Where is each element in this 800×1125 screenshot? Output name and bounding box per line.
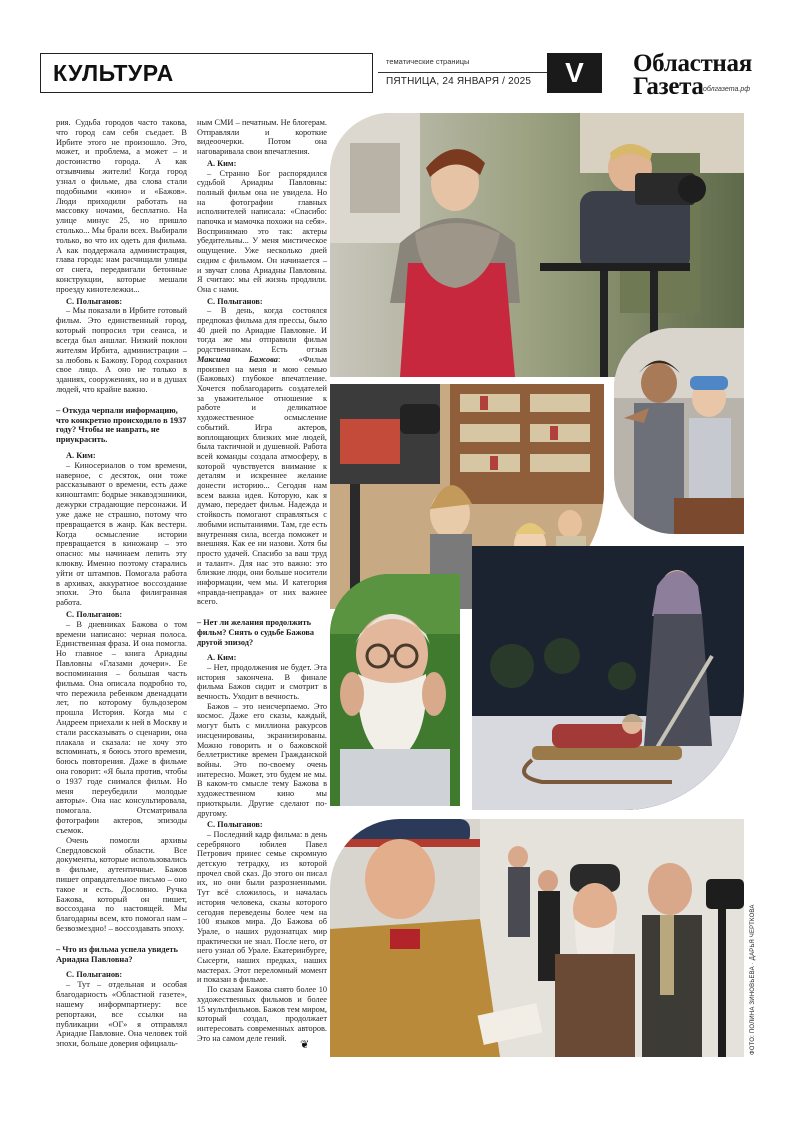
speaker-label: А. Ким: [207, 158, 237, 168]
speaker-label: А. Ким: [66, 451, 96, 460]
article-paragraph: – Последний кадр фильма: в день серебряного юбилея Павел Петрович принес семье скромную детскую тетрадку, из которой прочел свой сказ. До этого он писал их, но они были разрозненными. Тут всё сложилось, и началась история человека, сказы которого сегодня переведены более чем на 100 языков мира. До Бажова об Урале, о наших рудознатцах мир практически не знал. После него, от него узнал об Урале. Екатеринбурге, Сысерти, наших предках, наших мастерах. Этот переломный момент и показан в фильме. [197, 829, 327, 985]
paragraph-gap [56, 395, 187, 403]
interview-question: – Что из фильма успела увидеть Ариадна Павловна? [56, 944, 178, 964]
section-header [40, 53, 373, 93]
speaker-label: С. Полыганов: [66, 970, 123, 980]
article-paragraph: – Нет, продолжения не будет. Эта история закончена. В финале фильма Бажов сидит и смотрит в вечность. Уходит в вечность. [197, 662, 327, 702]
article-paragraph: рия. Судьба городов часто такова, что город сам себя съедает. В Ирбите этого не произошло. Это, может, и проблема, а может – и достоинство города. А как отзывчивы жители! Когда город узнал о фильме, два слова стали подобными «кино» и «Бажов». Люди приходили работать на массовку ночами, бесплатно. На улице минус 25, но пришло столько... Мы брали всех. Выбирали только, во что их одеть для фильма. А как поддержала администрация, глава города: нам расчищали улицы от снега, передвигали бетонные конструкции, которые мешали проезду кинотележки... [56, 118, 187, 294]
issue-date: ПЯТНИЦА, 24 ЯНВАРЯ / 2025 [386, 76, 532, 87]
logo-url: облгазета.рф [703, 86, 751, 93]
photo-credit: ФОТО: ПОЛИНА ЗИНОВЬЕВА · ДАРЬЯ ЧЕРТКОВА [750, 904, 756, 1055]
speaker-label: С. Полыганов: [66, 296, 123, 306]
photo-icon [614, 328, 744, 534]
article-paragraph: – Мы показали в Ирбите готовый фильм. Это единственный город, который попросил три сеанса, и всегда был аншлаг. Низкий поклон жителям Ирбита, администрации – за любовь к Бажову. Город сохранил свое лицо. А оно не только в зданиях, сооружениях, но и в душах людей, что крайне важно. [56, 306, 187, 394]
speaker-label: А. Ким: [207, 653, 237, 663]
article-paragraph: Очень помогли архивы Свердловской области. Все документы, которые использовались в фильме, аутентичные. Бажов пишет оправдательное письмо – оно такое и есть. Дословно. Ручка Бажова, который он пишет, воссоздана по настоящей. Мы благодарны всем, кто помогал нам – безвозмездно! – воссоздавать эпоху. [56, 835, 187, 933]
speaker-label: С. Полыганов: [207, 820, 263, 830]
end-mark-icon: ❦ [300, 1039, 310, 1051]
article-paragraph: Бажов – это неисчерпаемо. Это космос. Даже его сказы, каждый, могут быть с миллиона ракурсов инсценированы, экранизированы. Можно говорить и о бажовской беллетристике времен Гражданской войны. Это по-своему очень интересно. Может, это будем не мы. В каком-то смысле тему Бажова в художественном кино мы приоткрыли. Другие сделают по-другому. [197, 701, 327, 818]
paragraph-gap [197, 607, 327, 615]
text-column-1 [56, 118, 187, 1049]
photo-old-man-glasses [330, 574, 460, 806]
section-title: КУЛЬТУРА [53, 60, 174, 86]
article-paragraph: – Тут – отдельная и особая благодарность «Областной газете», нашему информпартнеру: все репортажи, все ссылки на публикации «ОГ» я отправлял Ариадне Павловне. Она человек той эпохи, больше доверия официаль- [56, 980, 187, 1049]
page-letter-badge: V [547, 53, 602, 93]
photo-icon [330, 574, 460, 806]
subsection-label: тематические страницы [386, 57, 470, 66]
paragraph-gap [56, 934, 187, 942]
article-paragraph: ным СМИ – печатным. Не блогерам. Отправляли и короткие видеоочерки. Потом она наговаривала свои впечатления. [197, 118, 327, 157]
photo-actors-rehearsal [614, 328, 744, 534]
interview-question: – Нет ли желания продолжить фильм? Снять о судьбе Бажова другой эпизод? [197, 618, 315, 647]
article-paragraph: – В день, когда состоялся предпоказ фильма для прессы, было 40 дней по Ариадне Павловне. И тогда же мы отправили фильм родственникам. Есть отзыв Максима Бажова: «Фильм произвел на меня и мою семью (Бажовых) глубокое впечатление. Хочется поблагодарить создателей за уважительное отношение к работе и деликатное художественное осмысление событий. Игра актеров, воплощающих близких мне людей, была тактичной и душевной. Работа всей команды создала атмосферу, в которой чувствуется внимание к деталям и искреннее желание донести историю... Сегодня нам всем важна идея. Которую, как я думаю, передает фильм. Надежда и стойкость помогают справляться с любыми испытаниями. Там, где есть внутренняя сила, всегда поможет и внешняя. Как ее ни назови. Хотя бы просто удачей. Спасибо за ваш труд и талант». Для нас это важно: это близкие люди, они больше носители информации, чем мы. И категория «правда-неправда» от них важнее всего. [197, 306, 328, 607]
article-paragraph: – Странно Бог распорядился судьбой Ариадны Павловны: полный фильм она не увидела. Но на фотографии главных исполнителей написала: «Спасибо: папочка и мамочка похожи на себя». Воспринимаю это так: актеры убедительны... У меня мистическое ощущение. Уже несколько дней сидим с фильмом. Он начинается – и звучат слова Ариадны Павловны. Я считаю: мы ей жизнь продлили. Она с нами. [197, 168, 327, 294]
speaker-label: С. Полыганов: [66, 610, 123, 619]
header-divider [378, 72, 547, 73]
photo-icon [330, 819, 744, 1057]
photo-night-sled [472, 546, 744, 810]
article-paragraph: – Киносериалов о том времени, наверное, с десяток, они тоже рассказывают о времени, есть даже киноштамп: бодрые энкавэдэшники, дежурки страдающие персонажи. И уже даже не страшно, потому что превращается в жанр. Как вестерн. Когда осмысление истории превращается в киножанр – это опасно: мы начинаем лепить эту клюкву. Именно поэтому старались уйти от штампов. Помогала работа в архивах, аккуратное воссоздание эпохи. Это была филигранная работа. [56, 460, 187, 608]
logo-line1: Областная [633, 50, 752, 77]
header-date-block [378, 53, 547, 93]
photo-icon [472, 546, 744, 810]
photo-soldier-crew [330, 819, 744, 1057]
article-paragraph: – В дневниках Бажова о том времени написано: черная полоса. Единственная фраза. И она помогла. Но главное – книга Ариадны Павловны «Глазами дочери». Ее воспоминания – большая часть фильма. Она описала подробно то, что пережила ребенком двенадцати лет, по которому бульдозером прошла История. Когда мы с Андреем приехали к ней в Москву и стали рассказывать о сценарии, она плакала и сказала: не хочу это вспоминать, я боюсь этого времени, боюсь повторения. Даже в фильме она говорит: «Я была против, чтобы о 1937 годе снимался фильм. Но меня переубедили молодые авторы». Она нас консультировала, помогала. Отсматривала фотографии актеров, эпизоды съемок. [56, 619, 187, 835]
speaker-label: С. Полыганов: [207, 296, 263, 306]
interview-question: – Откуда черпали информацию, что конкретно происходило в 1937 году? Чтобы не наврать, не приукрасить. [56, 405, 187, 445]
article-paragraph: По сказам Бажова снято более 10 художественных фильмов и более 15 мультфильмов. Бажов тем миром, который создал, продолжает интересовать современных авторов. Это на самом деле гений. [197, 985, 327, 1043]
text-column-2 [197, 118, 327, 1043]
emphasized-name: Максима Бажова [197, 354, 278, 364]
logo-line2: Газета [633, 73, 704, 100]
